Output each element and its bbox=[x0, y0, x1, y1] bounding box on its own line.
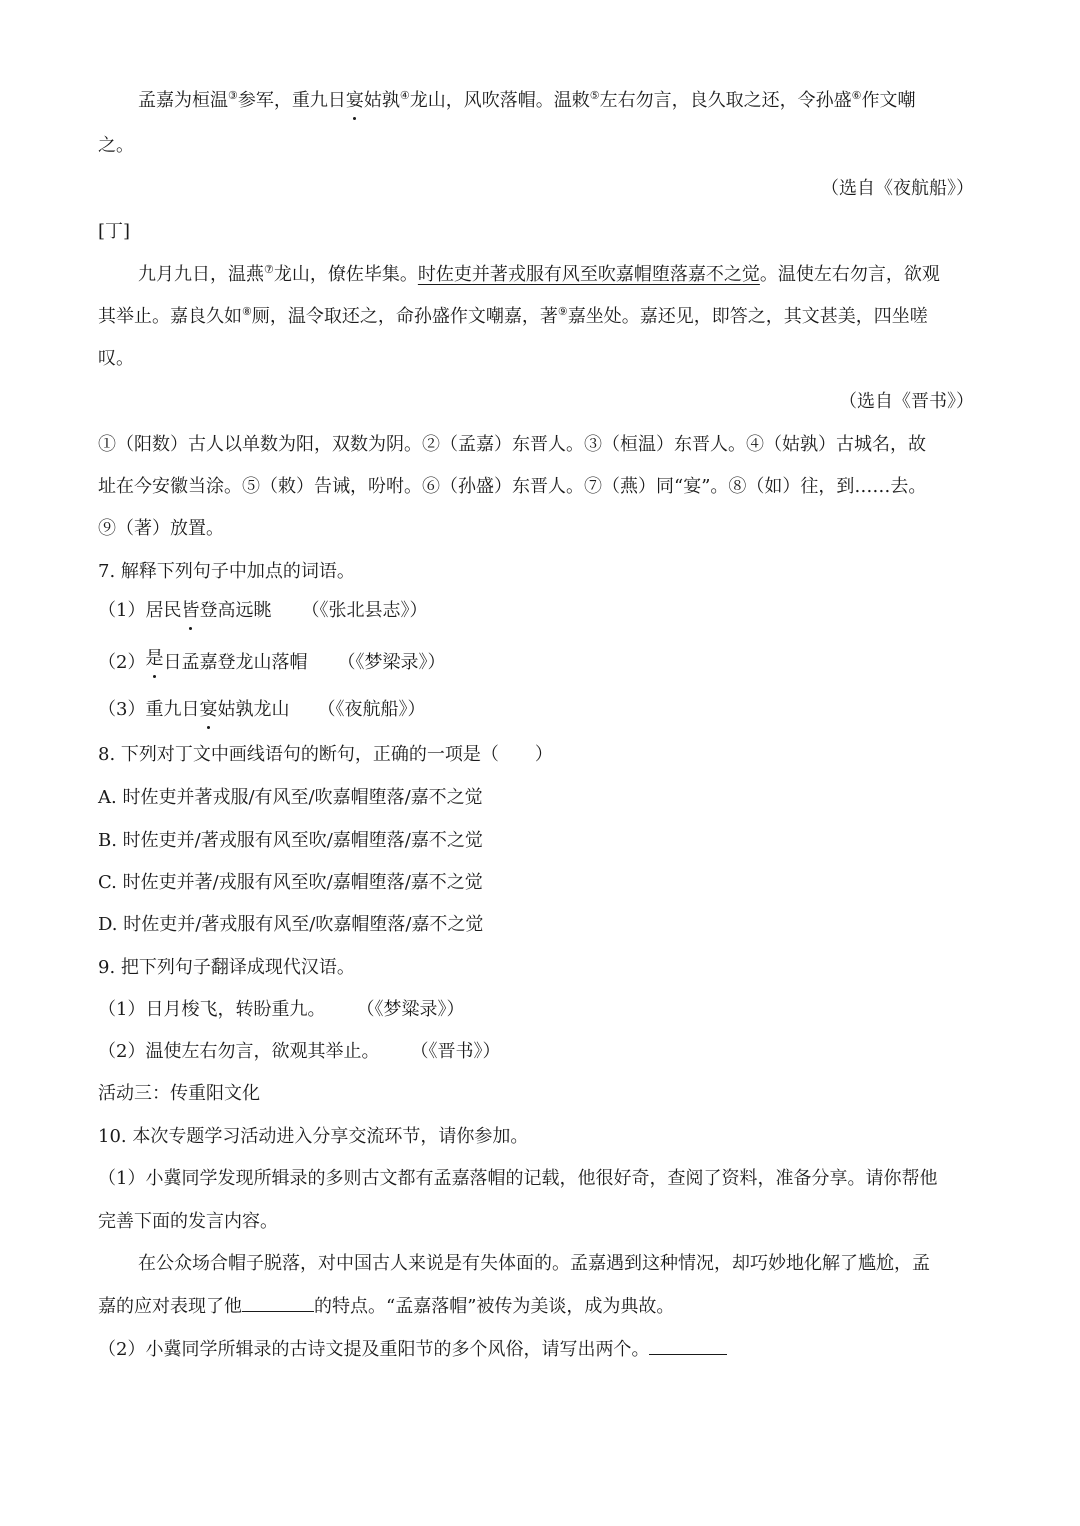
item-source: （《晋书》） bbox=[419, 1041, 501, 1062]
notes-line-1: ①（阳数）古人以单数为阳，双数为阴。②（孟嘉）东晋人。③（桓温）东晋人。④（姑孰）古城名，故 bbox=[98, 434, 926, 455]
q8-option-d: D. 时佐吏并/著戎服有风至/吹嘉帽堕落/嘉不之觉 bbox=[98, 914, 484, 935]
text: 姑孰 bbox=[363, 90, 400, 111]
text: 嘉的应对表现了他 bbox=[98, 1296, 242, 1317]
text: 龙山，风吹落帽。温敕 bbox=[409, 90, 590, 111]
text: 嘉坐处。嘉还见，即答之，其文甚美，四坐嗟 bbox=[567, 306, 928, 327]
notes-line-3: ⑨（著）放置。 bbox=[98, 518, 224, 539]
q8-option-a: A. 时佐吏并著戎服/有风至/吹嘉帽堕落/嘉不之觉 bbox=[98, 787, 483, 808]
text: 登高远眺 bbox=[199, 600, 272, 621]
text: 的特点。“孟嘉落帽”被传为美谈，成为典故。 bbox=[314, 1296, 675, 1317]
underlined-sentence: 时佐吏并著戎服有风至吹嘉帽堕落嘉不之觉 bbox=[417, 264, 760, 285]
activity-3-heading: 活动三：传重阳文化 bbox=[98, 1083, 260, 1104]
footnote-marker: ⑧ bbox=[242, 305, 252, 318]
dotted-word: 宴 bbox=[346, 88, 364, 114]
q9-item-1 bbox=[98, 997, 464, 1023]
q8-title: 8. 下列对丁文中画线语句的断句，正确的一项是（ ） bbox=[98, 744, 553, 765]
footnote-marker: ④ bbox=[399, 89, 410, 102]
dotted-word: 皆 bbox=[181, 598, 199, 624]
q10-speech-line-2 bbox=[98, 1293, 674, 1320]
q7-item-3 bbox=[98, 697, 425, 723]
answer-blank[interactable] bbox=[242, 1293, 314, 1312]
text: 参军，重九日 bbox=[237, 90, 346, 111]
dotted-word: 是 bbox=[145, 646, 163, 672]
text: 姑孰龙山 bbox=[217, 699, 290, 720]
item-source: （《张北县志》） bbox=[301, 600, 428, 621]
bing-passage-line-1 bbox=[138, 88, 916, 116]
notes-line-2: 址在今安徽当涂。⑤（敕）告诫，吩咐。⑥（孙盛）东晋人。⑦（燕）同“宴”。⑧（如）往，到……去。 bbox=[98, 476, 927, 497]
footnote-marker: ③ bbox=[228, 89, 238, 102]
text: 左右勿言，良久取之还，令孙盛 bbox=[599, 90, 852, 111]
ding-label: [丁] bbox=[98, 221, 131, 242]
text: （1）居民 bbox=[98, 600, 182, 621]
text: （2）温使左右勿言，欲观其举止。 bbox=[98, 1041, 380, 1062]
q10-title: 10. 本次专题学习活动进入分享交流环节，请你参加。 bbox=[98, 1126, 529, 1147]
bing-source: （选自《夜航船》） bbox=[821, 178, 974, 199]
q9-item-2 bbox=[98, 1039, 500, 1065]
q7-item-1 bbox=[98, 598, 427, 624]
answer-blank[interactable] bbox=[649, 1336, 727, 1355]
q10-part2 bbox=[98, 1336, 727, 1363]
bing-passage-line-2: 之。 bbox=[98, 135, 134, 156]
q8-option-b: B. 时佐吏并/著戎服有风至吹/嘉帽堕落/嘉不之觉 bbox=[98, 830, 483, 851]
text: 。温使左右勿言，欲观 bbox=[759, 264, 940, 285]
q8-option-c: C. 时佐吏并著/戎服有风至吹/嘉帽堕落/嘉不之觉 bbox=[98, 872, 483, 893]
ding-passage-line-1 bbox=[138, 262, 940, 290]
dotted-word: 宴 bbox=[199, 697, 217, 723]
text: 日孟嘉登龙山落帽 bbox=[163, 652, 308, 673]
ding-passage-line-3: 叹。 bbox=[98, 348, 134, 369]
text: （1）日月梭飞，转盼重九。 bbox=[98, 999, 326, 1020]
text: 作文嘲 bbox=[861, 90, 916, 111]
text: 厕，温令取还之，命孙盛作文嘲嘉，著 bbox=[251, 306, 558, 327]
footnote-marker: ⑦ bbox=[264, 263, 274, 276]
item-source: （《梦梁录》） bbox=[337, 652, 446, 673]
footnote-marker: ⑥ bbox=[851, 89, 862, 102]
text: （2）小冀同学所辑录的古诗文提及重阳节的多个风俗，请写出两个。 bbox=[98, 1339, 650, 1360]
text: （2） bbox=[98, 652, 146, 673]
text: 其举止。嘉良久如 bbox=[98, 306, 242, 327]
q7-item-2 bbox=[98, 650, 445, 676]
q9-title: 9. 把下列句子翻译成现代汉语。 bbox=[98, 957, 355, 978]
item-source: （《夜航船》） bbox=[317, 699, 426, 720]
text: （3）重九日 bbox=[98, 699, 200, 720]
q7-title: 7. 解释下列句子中加点的词语。 bbox=[98, 561, 355, 582]
footnote-marker: ⑨ bbox=[557, 305, 568, 318]
text: 孟嘉为桓温 bbox=[138, 90, 228, 111]
ding-passage-line-2 bbox=[98, 304, 928, 332]
text: 九月九日，温燕 bbox=[138, 264, 264, 285]
q10-part1-line-1: （1）小冀同学发现所辑录的多则古文都有孟嘉落帽的记载，他很好奇，查阅了资料，准备分享。请你帮他 bbox=[98, 1168, 938, 1189]
item-source: （《梦粱录》） bbox=[365, 999, 465, 1020]
ding-source: （选自《晋书》） bbox=[839, 391, 974, 412]
q10-part1-line-2: 完善下面的发言内容。 bbox=[98, 1211, 278, 1232]
text: 龙山，僚佐毕集。 bbox=[273, 264, 418, 285]
q10-speech-line-1: 在公众场合帽子脱落，对中国古人来说是有失体面的。孟嘉遇到这种情况，却巧妙地化解了尴尬，孟 bbox=[138, 1253, 930, 1274]
footnote-marker: ⑤ bbox=[589, 89, 600, 102]
